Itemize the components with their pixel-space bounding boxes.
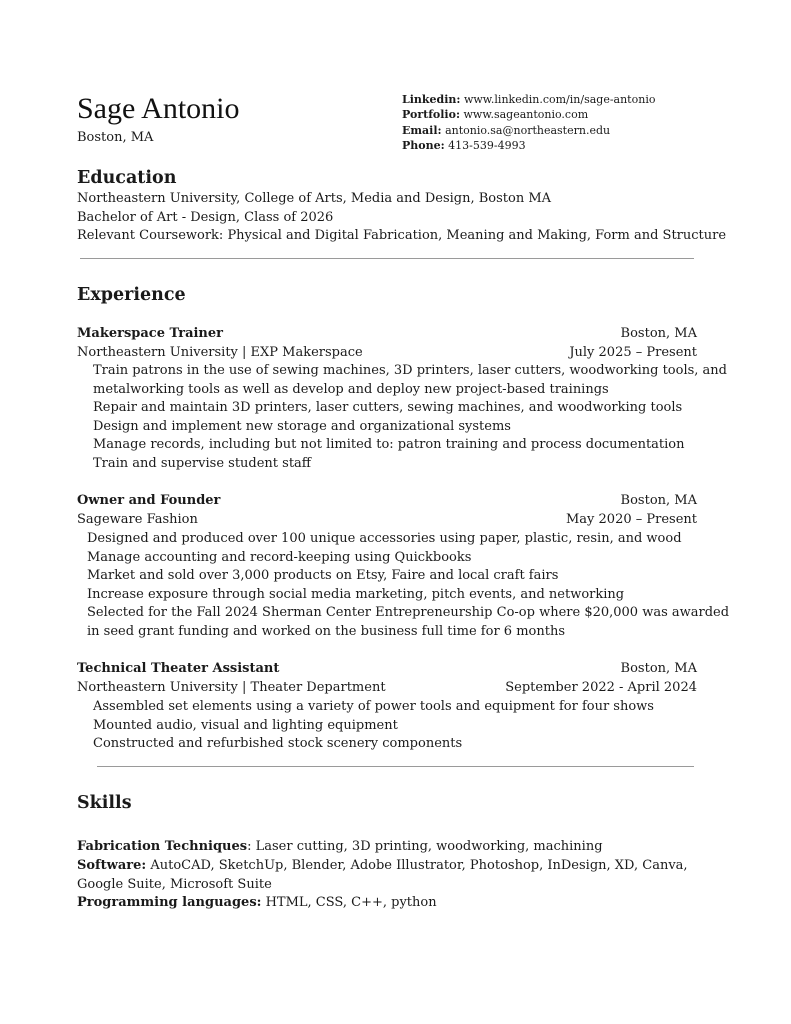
experience-heading: Experience: [77, 285, 186, 305]
list-item: Market and sold over 3,000 products on Etsy, Faire and local craft fairs: [87, 568, 559, 584]
list-item: Manage accounting and record-keeping using Quickbooks: [87, 549, 472, 565]
list-item: Mounted audio, visual and lighting equipment: [93, 717, 398, 733]
job-organization: Sageware Fashion: [77, 512, 198, 527]
list-item: metalworking tools as well as develop and deploy new project-based trainings: [93, 381, 609, 397]
skill-label: Fabrication Techniques: [77, 839, 248, 854]
skills-list: [77, 838, 727, 913]
contact-portfolio: [402, 107, 655, 122]
list-item: Design and implement new storage and organizational systems: [93, 418, 511, 434]
contact-block: [402, 92, 655, 153]
candidate-name: Sage Antonio: [77, 92, 240, 125]
job-location: Boston, MA: [620, 661, 697, 676]
contact-linkedin: [402, 92, 655, 107]
contact-label: Phone:: [402, 138, 445, 152]
email-link[interactable]: antonio.sa@northeastern.edu: [445, 123, 611, 137]
contact-label: Email:: [402, 123, 442, 137]
education-line: Relevant Coursework: Physical and Digital Fabrication, Meaning and Making, Form and Structure: [77, 228, 727, 243]
job-bullets: [93, 362, 727, 474]
list-item: Manage records, including but not limited to: patron training and process documentation: [93, 437, 685, 453]
job-title: Owner and Founder: [77, 493, 221, 508]
contact-label: Portfolio:: [402, 108, 461, 122]
job-dates: July 2025 – Present: [569, 345, 697, 360]
education-line: Northeastern University, College of Arts, Media and Design, Boston MA: [77, 191, 552, 206]
list-item: Assembled set elements using a variety of power tools and equipment for four shows: [93, 699, 654, 714]
list-item: Constructed and refurbished stock scenery components: [93, 736, 463, 752]
skill-row: [77, 838, 727, 857]
job-dates: September 2022 - April 2024: [505, 680, 697, 695]
section-divider: [80, 258, 694, 259]
contact-email: [402, 123, 655, 138]
skill-value: HTML, CSS, C++, python: [265, 895, 437, 911]
list-item: Selected for the Fall 2024 Sherman Center Entrepreneurship Co-op where $20,000 was awarded: [87, 605, 730, 621]
list-item: Train and supervise student staff: [93, 455, 312, 471]
list-item: Repair and maintain 3D printers, laser cutters, sewing machines, and woodworking tools: [93, 400, 683, 416]
candidate-location: Boston, MA: [77, 130, 154, 145]
job-title: Technical Theater Assistant: [77, 661, 280, 676]
job-bullets: [93, 698, 654, 754]
phone-value: 413-539-4993: [448, 138, 526, 152]
job-location: Boston, MA: [620, 493, 697, 508]
education-heading: Education: [77, 168, 177, 188]
job-organization: Northeastern University | Theater Department: [77, 680, 386, 695]
job-location: Boston, MA: [620, 326, 697, 341]
skill-value: Laser cutting, 3D printing, woodworking, machining: [255, 839, 603, 854]
job-title: Makerspace Trainer: [77, 326, 223, 341]
skills-heading: Skills: [77, 793, 132, 813]
skill-row: [77, 857, 727, 895]
job-bullets: [87, 530, 729, 642]
skill-value: AutoCAD, SketchUp, Blender, Adobe Illustrator, Photoshop, InDesign, XD, Canva, Google Suite, Microsoft Suite: [77, 857, 688, 892]
portfolio-link[interactable]: www.sageantonio.com: [463, 108, 589, 122]
skill-label: Software:: [77, 857, 147, 873]
skill-separator: :: [247, 839, 256, 854]
list-item: Increase exposure through social media marketing, pitch events, and networking: [87, 586, 625, 602]
skill-label: Programming languages:: [77, 895, 262, 911]
list-item: in seed grant funding and worked on the business full time for 6 months: [87, 623, 565, 639]
contact-phone: [402, 138, 655, 153]
job-dates: May 2020 – Present: [565, 512, 697, 527]
job-organization: Northeastern University | EXP Makerspace: [77, 345, 363, 360]
contact-label: Linkedin:: [402, 93, 461, 106]
list-item: Train patrons in the use of sewing machines, 3D printers, laser cutters, woodworking tools, and: [93, 363, 727, 378]
linkedin-link[interactable]: www.linkedin.com/in/sage-antonio: [463, 93, 656, 106]
section-divider: [97, 766, 694, 767]
education-line: Bachelor of Art - Design, Class of 2026: [77, 210, 334, 225]
list-item: Designed and produced over 100 unique accessories using paper, plastic, resin, and wood: [87, 531, 682, 546]
skill-row: [77, 894, 727, 913]
